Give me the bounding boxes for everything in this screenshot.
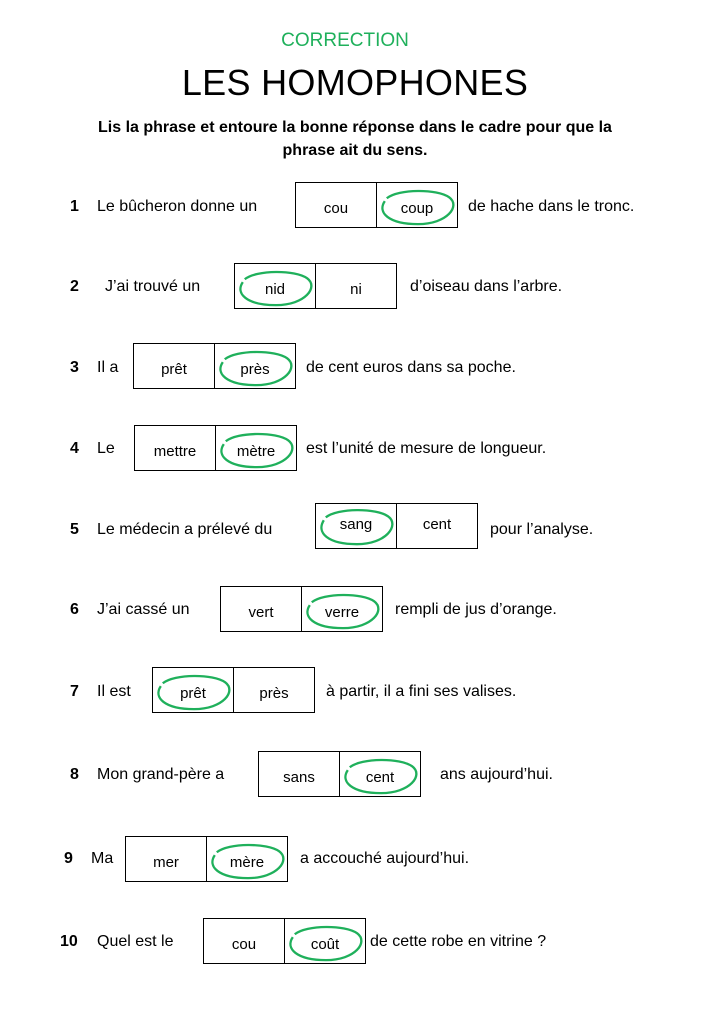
item-5-option-b[interactable]: cent	[396, 504, 477, 548]
item-9-text-after: a accouché aujourd’hui.	[300, 850, 470, 867]
item-10-choice-box	[203, 918, 366, 964]
item-9-option-b[interactable]: mère	[206, 837, 287, 881]
item-6-number: 6	[70, 601, 79, 618]
item-1-choice-box	[295, 182, 458, 228]
item-1-number: 1	[70, 198, 79, 215]
item-10-number: 10	[60, 933, 78, 950]
item-6-text-before: J’ai cassé un	[97, 601, 190, 618]
item-3-number: 3	[70, 359, 79, 376]
item-2-option-a[interactable]: nid	[235, 264, 315, 308]
item-3-text-after: de cent euros dans sa poche.	[306, 359, 516, 376]
item-7-option-a[interactable]: prêt	[153, 668, 233, 712]
item-4-option-b[interactable]: mètre	[215, 426, 296, 470]
item-10-option-a[interactable]: cou	[231, 935, 257, 953]
instructions: Lis la phrase et entoure la bonne réponse dans le cadre pour que la phrase ait du sens.	[98, 119, 612, 159]
item-10-text-before: Quel est le	[97, 933, 174, 950]
item-3-choice-box	[133, 343, 296, 389]
item-1-option-b[interactable]: coup	[376, 183, 457, 227]
item-9-choice-box	[125, 836, 288, 882]
item-2-number: 2	[70, 278, 79, 295]
item-6-text-after: rempli de jus d’orange.	[395, 601, 557, 618]
item-8-choice-box	[258, 751, 421, 797]
page-title: LES HOMOPHONES	[181, 62, 529, 103]
item-10-text-after: de cette robe en vitrine ?	[370, 933, 547, 950]
item-8-text-after: ans aujourd’hui.	[440, 766, 553, 783]
item-7-option-b[interactable]: près	[233, 668, 314, 712]
item-9-number: 9	[64, 850, 73, 867]
item-8-option-b[interactable]: cent	[339, 752, 420, 796]
item-4-text-before: Le	[97, 440, 115, 457]
item-7-text-before: Il est	[97, 683, 131, 700]
item-1-text-before: Le bûcheron donne un	[97, 198, 258, 215]
item-3-option-a[interactable]: prêt	[161, 360, 187, 378]
item-9-option-a[interactable]: mer	[153, 853, 179, 871]
item-5-text-before: Le médecin a prélevé du	[97, 521, 273, 538]
item-3-option-b[interactable]: près	[214, 344, 295, 388]
item-9-text-before: Ma	[91, 850, 114, 867]
item-7-number: 7	[70, 683, 79, 700]
item-6-option-b[interactable]: verre	[301, 587, 382, 631]
item-4-option-a[interactable]: mettre	[153, 442, 197, 460]
item-3-text-before: Il a	[97, 359, 119, 376]
item-5-choice-box	[315, 503, 478, 549]
item-2-choice-box	[234, 263, 397, 309]
item-2-option-b[interactable]: ni	[315, 264, 396, 308]
correction-label: CORRECTION	[281, 30, 409, 51]
item-4-choice-box	[134, 425, 297, 471]
item-2-text-before: J’ai trouvé un	[105, 278, 201, 295]
item-5-option-a[interactable]: sang	[316, 504, 396, 548]
item-6-option-a[interactable]: vert	[248, 603, 274, 621]
item-8-text-before: Mon grand-père a	[97, 766, 225, 783]
item-8-option-a[interactable]: sans	[283, 768, 315, 786]
item-1-text-after: de hache dans le tronc.	[468, 198, 635, 215]
item-5-text-after: pour l’analyse.	[490, 521, 594, 538]
item-4-text-after: est l’unité de mesure de longueur.	[306, 440, 547, 457]
item-1-option-a[interactable]: cou	[323, 199, 349, 217]
item-4-number: 4	[70, 440, 79, 457]
item-2-text-after: d’oiseau dans l’arbre.	[410, 278, 563, 295]
item-7-text-after: à partir, il a fini ses valises.	[326, 683, 517, 700]
item-6-choice-box	[220, 586, 383, 632]
item-8-number: 8	[70, 766, 79, 783]
item-7-choice-box	[152, 667, 315, 713]
item-5-number: 5	[70, 521, 79, 538]
item-10-option-b[interactable]: coût	[284, 919, 365, 963]
